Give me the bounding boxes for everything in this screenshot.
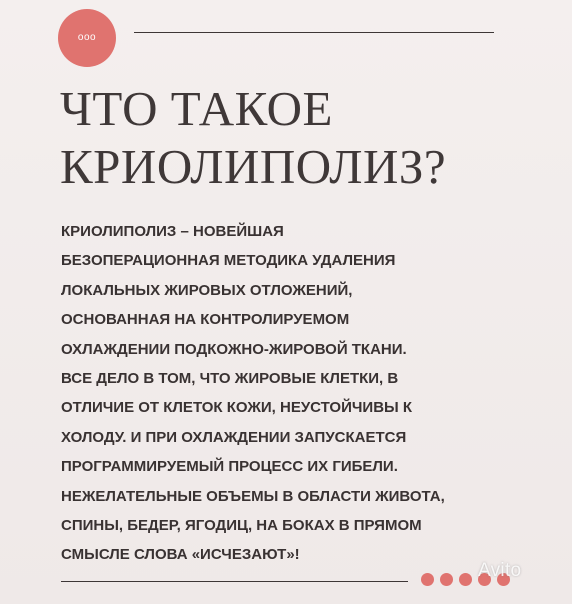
body-line: СПИНЫ, БЕДЕР, ЯГОДИЦ, НА БОКАХ В ПРЯМОМ — [61, 517, 422, 535]
title-line: ЧТО ТАКОЕ — [60, 81, 333, 136]
body-line: ЛОКАЛЬНЫХ ЖИРОВЫХ ОТЛОЖЕНИЙ, — [61, 281, 353, 299]
body-line: ОТЛИЧИЕ ОТ КЛЕТОК КОЖИ, НЕУСТОЙЧИВЫ К — [61, 399, 413, 417]
body-line: ХОЛОДУ. И ПРИ ОХЛАЖДЕНИИ ЗАПУСКАЕТСЯ — [61, 428, 407, 446]
body-line: ОСНОВАННАЯ НА КОНТРОЛИРУЕМОМ — [61, 311, 350, 329]
body-paragraph — [61, 217, 541, 570]
body-line: НЕЖЕЛАТЕЛЬНЫЕ ОБЪЕМЫ В ОБЛАСТИ ЖИВОТА, — [61, 487, 445, 505]
pagination-dot[interactable] — [440, 573, 453, 586]
body-line: ОХЛАЖДЕНИИ ПОДКОЖНО-ЖИРОВОЙ ТКАНИ. — [61, 340, 407, 358]
bottom-divider — [61, 581, 408, 582]
body-line: ПРОГРАММИРУЕМЫЙ ПРОЦЕСС ИХ ГИБЕЛИ. — [61, 458, 398, 476]
top-divider — [134, 32, 494, 33]
pagination-dot[interactable] — [421, 573, 434, 586]
body-line: ВСЕ ДЕЛО В ТОМ, ЧТО ЖИРОВЫЕ КЛЕТКИ, В — [61, 370, 399, 388]
body-line: БЕЗОПЕРАЦИОННАЯ МЕТОДИКА УДАЛЕНИЯ — [61, 252, 396, 270]
title-line: КРИОЛИПОЛИЗ? — [60, 139, 447, 194]
body-line: СМЫСЛЕ СЛОВА «ИСЧЕЗАЮТ»! — [61, 546, 300, 564]
badge-circle: ооо — [58, 9, 116, 67]
avito-watermark: Avito — [478, 560, 522, 581]
pagination-dot[interactable] — [459, 573, 472, 586]
page-title — [60, 80, 560, 196]
body-line: КРИОЛИПОЛИЗ – НОВЕЙШАЯ — [61, 223, 284, 240]
